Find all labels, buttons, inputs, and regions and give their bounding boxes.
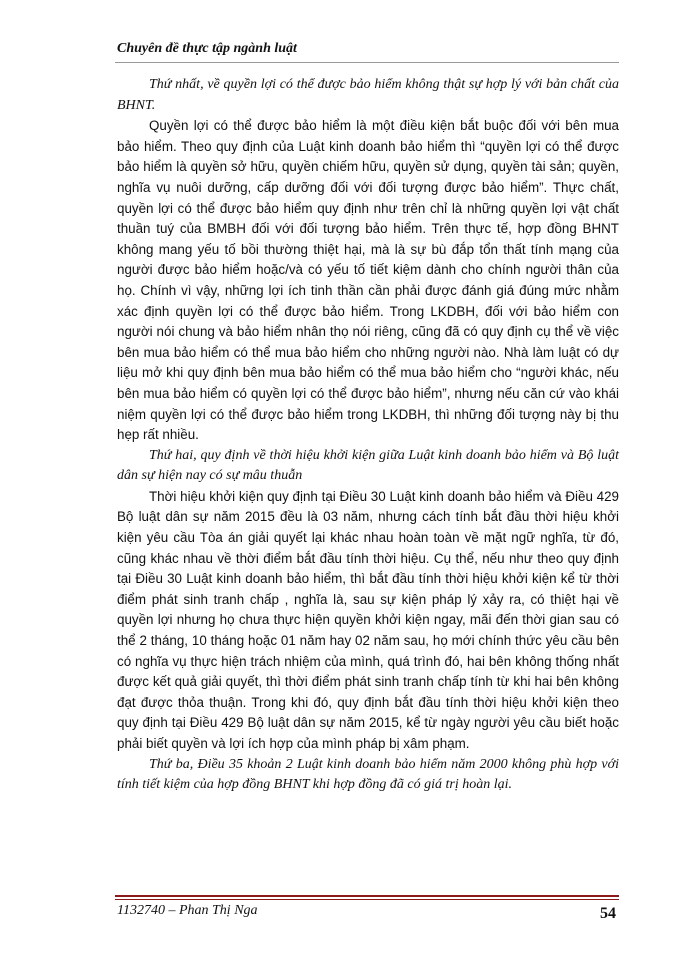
page-number: 54	[600, 905, 616, 922]
paragraph-body-2: Thời hiệu khởi kiện quy định tại Điều 30 Luật kinh doanh bảo hiểm và Điều 429 Bộ luật dân sự năm 2015 đều là 03 năm, nhưng cách tính bắt đầu thời hiệu khởi kiện yêu cầu Tòa án giải quyết lại khác nhau hoàn toàn về mặt ngữ nghĩa, từ đó, cũng khác nhau về thời điểm bắt đầu tính thời hiệu. Cụ thể, nếu như theo quy định tại Điều 30 Luật kinh doanh bảo hiểm, thì bắt đầu tính thời hiệu khởi kiện kể từ thời điểm phát sinh tranh chấp , nghĩa là, sau sự kiện pháp lý xảy ra, có thiệt hại về quyền lợi nhưng họ chưa thực hiện quyền khởi kiện ngay, mãi đến thời gian sau có thể 2 tháng, 10 tháng hoặc 01 năm hay 02 năm sau, họ mới chính thức yêu cầu bên có nghĩa vụ thực hiện trách nhiệm của mình, quá trình đó, hai bên không thống nhất được kết quả giải quyết, thì thời điểm phát sinh tranh chấp tính từ khi hai bên không đạt được thỏa thuận. Trong khi đó, quy định bắt đầu tính thời hiệu khởi kiện theo quy định tại Điều 429 Bộ luật dân sự năm 2015, kể từ ngày người yêu cầu biết hoặc phải biết quyền và lợi ích hợp của mình pháp bị xâm phạm.	[117, 488, 619, 751]
paragraph-body-1: Quyền lợi có thể được bảo hiểm là một điều kiện bắt buộc đối với bên mua bảo hiểm. Theo quy định của Luật kinh doanh bảo hiểm thì “quyền lợi có thể được bảo hiểm là quyền sở hữu, quyền chiếm hữu, quyền sử dụng, quyền tài sản; quyền, nghĩa vụ nuôi dưỡng, cấp dưỡng đối với đối tượng được bảo hiểm”. Thực chất, quyền lợi có thể được bảo hiểm quy định như trên chỉ là những quyền lợi vật chất thuần tuý của BMBH đối với đối tượng bảo hiểm. Trên thực tế, hợp đồng BHNT không mang yếu tố bồi thường thiệt hại, mà là sự bù đắp tổn thất tính mạng của người được bảo hiểm hoặc/và có yếu tố tiết kiệm dành cho chính người thân của họ. Chính vì vậy, những lợi ích tinh thần cần phải được đánh giá đúng mức nhằm xác định quyền lợi có thể được bảo hiểm. Trong LKDBH, đối với bảo hiểm con người nói chung và bảo hiểm nhân thọ nói riêng, cũng đã có quy định cụ thể về việc bên mua bảo hiểm có thể mua bảo hiểm cho những người nào. Nhà làm luật có dự liệu mở khi quy định bên mua bảo hiểm có thể mua bảo hiểm cho “người khác, nếu bên mua bảo hiểm có quyền lợi có thể được bảo hiểm”, nhưng nếu căn cứ vào khái niệm quyền lợi có thể được bảo hiểm trong LKDBH, thì những đối tượng này bị thu hẹp rất nhiều.	[117, 118, 619, 443]
paragraph-heading-1: Thứ nhất, về quyền lợi có thể được bảo hiểm không thật sự hợp lý với bản chất của BHNT.	[117, 77, 619, 113]
header-divider	[115, 62, 619, 63]
footer-divider-thick	[115, 895, 619, 897]
footer-divider-thin	[115, 899, 619, 900]
footer-author: 1132740 – Phan Thị Nga	[117, 903, 258, 918]
paragraph-heading-2: Thứ hai, quy định về thời hiệu khởi kiện giữa Luật kinh doanh bảo hiểm và Bộ luật dân sự hiện nay có sự mâu thuẫn	[117, 447, 619, 484]
page-body	[117, 75, 619, 796]
paragraph-heading-3: Thứ ba, Điều 35 khoản 2 Luật kinh doanh bảo hiểm năm 2000 không phù hợp với tính tiết kiệm của hợp đồng BHNT khi hợp đồng đã có giá trị hoàn lại.	[117, 756, 619, 793]
page-header-title: Chuyên đề thực tập ngành luật	[117, 41, 297, 56]
